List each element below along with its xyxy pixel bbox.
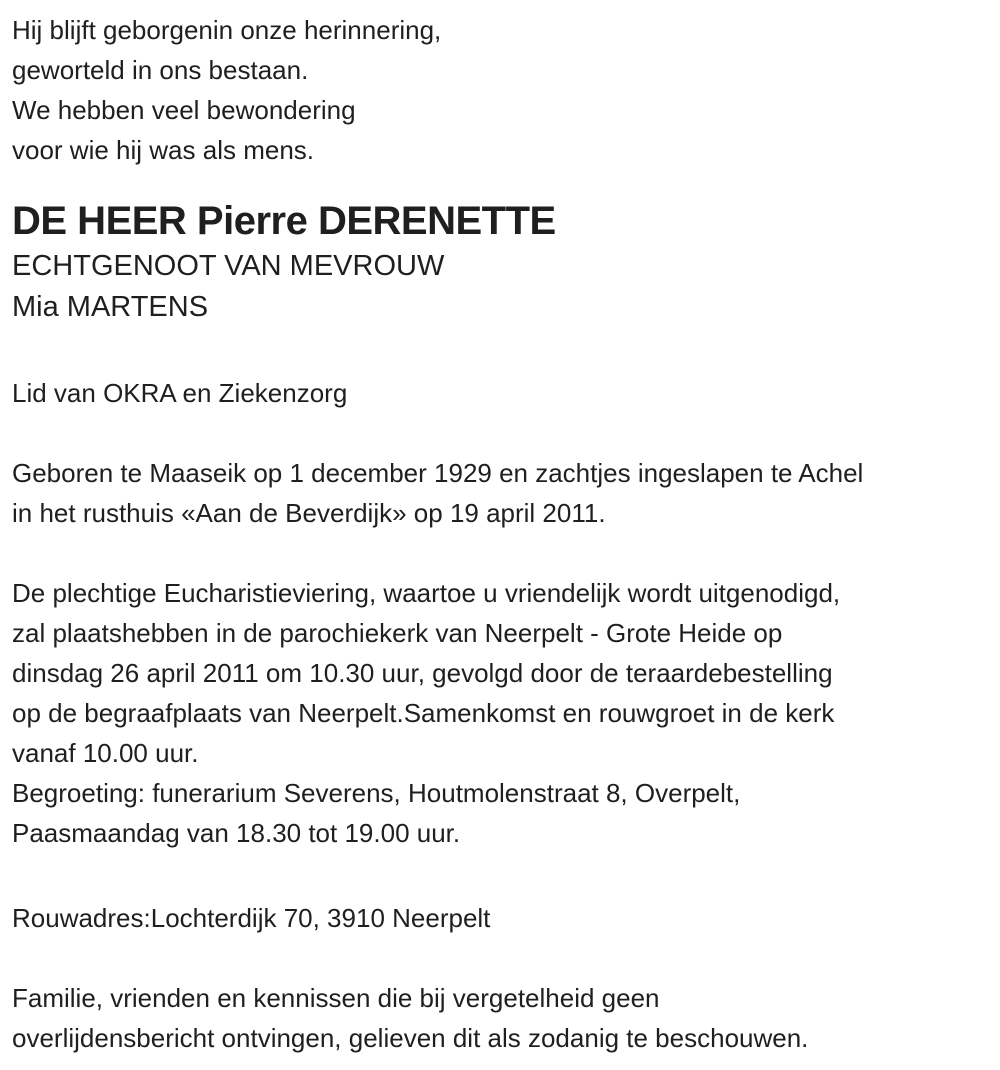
greeting-line: Paasmaandag van 18.30 tot 19.00 uur.	[12, 818, 461, 848]
closing-line: Familie, vrienden en kennissen die bij vergetelheid geen	[12, 983, 660, 1013]
funeral-service-paragraph	[12, 573, 986, 853]
birth-death-paragraph	[12, 453, 986, 533]
closing-paragraph	[12, 978, 986, 1058]
funeral-service-line: dinsdag 26 april 2011 om 10.30 uur, gevolgd door de teraardebestelling	[12, 658, 833, 688]
funeral-service-line: op de begraafplaats van Neerpelt.Samenkomst en rouwgroet in de kerk	[12, 698, 835, 728]
epitaph-line: Hij blijft geborgenin onze herinnering,	[12, 15, 442, 45]
deceased-name-heading: DE HEER Pierre DERENETTE	[12, 199, 556, 243]
closing-line: overlijdensbericht ontvingen, gelieven dit als zodanig te beschouwen.	[12, 1023, 809, 1053]
spouse-name-line: Mia MARTENS	[12, 291, 209, 323]
funeral-service-line: vanaf 10.00 uur.	[12, 738, 199, 768]
membership-line: Lid van OKRA en Ziekenzorg	[12, 378, 348, 408]
epitaph-line: geworteld in ons bestaan.	[12, 55, 309, 85]
relation-line: ECHTGENOOT VAN MEVROUW	[12, 250, 445, 282]
birth-death-line: Geboren te Maaseik op 1 december 1929 en zachtjes ingeslapen te Achel	[12, 458, 864, 488]
epitaph-line: We hebben veel bewondering	[12, 95, 356, 125]
epitaph-line: voor wie hij was als mens.	[12, 135, 314, 165]
birth-death-line: in het rusthuis «Aan de Beverdijk» op 19 april 2011.	[12, 498, 606, 528]
greeting-line: Begroeting: funerarium Severens, Houtmolenstraat 8, Overpelt,	[12, 778, 741, 808]
funeral-service-line: De plechtige Eucharistieviering, waartoe u vriendelijk wordt uitgenodigd,	[12, 578, 841, 608]
mourning-address-line: Rouwadres:Lochterdijk 70, 3910 Neerpelt	[12, 903, 491, 933]
epitaph-verse	[12, 10, 986, 170]
funeral-service-line: zal plaatshebben in de parochiekerk van Neerpelt - Grote Heide op	[12, 618, 783, 648]
